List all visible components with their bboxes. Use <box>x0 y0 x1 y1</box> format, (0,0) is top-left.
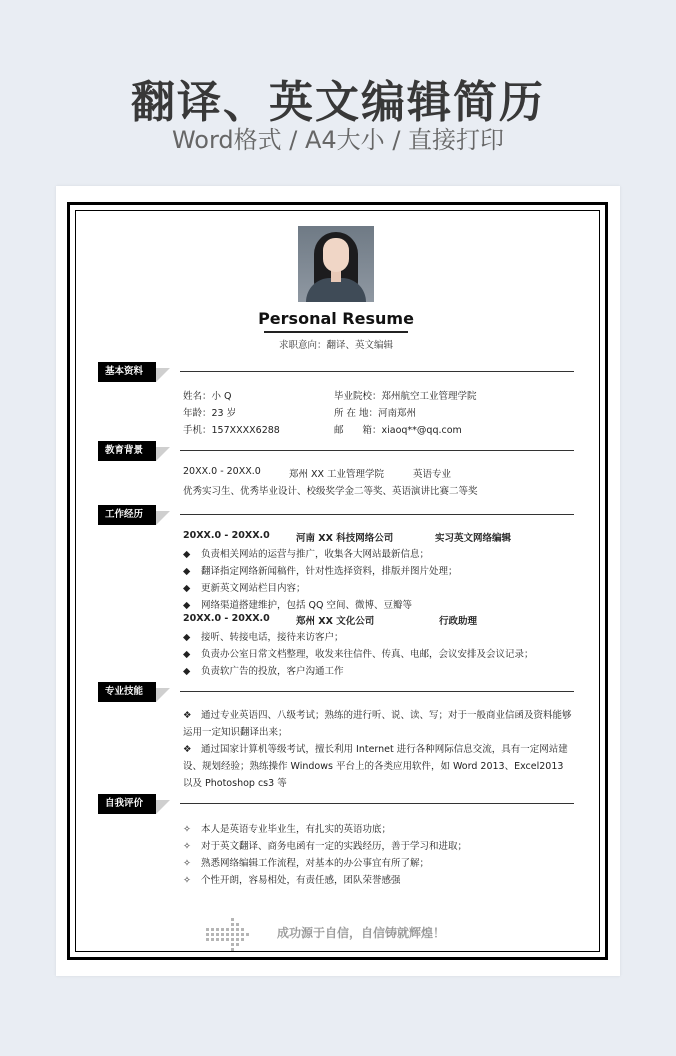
basic-age: 年龄：23 岁 <box>183 408 237 419</box>
section-tag-education: 教育背景 <box>98 441 156 461</box>
self-item: ✧ 对于英文翻译、商务电函有一定的实践经历，善于学习和进取； <box>183 841 468 852</box>
self-item: ✧ 熟悉网络编辑工作流程，对基本的办公事宜有所了解； <box>183 858 430 869</box>
dotted-arrow-icon <box>206 917 250 951</box>
work-2-item: ◆ 接听、转接电话，接待来访客户； <box>183 632 344 643</box>
basic-name: 姓名：小 Q <box>183 391 232 402</box>
self-item: ✧ 本人是英语专业毕业生，有扎实的英语功底； <box>183 824 392 835</box>
title-underline <box>264 331 408 333</box>
skill-item: ❖ 通过专业英语四、八级考试；熟练的进行听、说、读、写；对于一般商业信函及资料能够运用一定知识翻译出来； <box>183 710 572 738</box>
section-line-skills <box>180 691 574 692</box>
resume-title: Personal Resume <box>258 309 414 328</box>
skill-item: ❖ 通过国家计算机等级考试，擅长利用 Internet 进行各种网际信息交流，具有一定网站建设、规划经验；熟练操作 Windows 平台上的各类应用软件，如 Word 2013、Excel2013 以及 Photoshop cs3 等 <box>183 744 568 789</box>
banner-subtitle: Word格式 / A4大小 / 直接打印 <box>171 126 505 154</box>
work-2-item: ◆ 负责办公室日常文档整理，收发来往信件、传真、电邮，会议安排及会议记录； <box>183 649 534 660</box>
edu-major: 英语专业 <box>413 469 452 480</box>
section-tag-work: 工作经历 <box>98 505 156 525</box>
section-tag-skills: 专业技能 <box>98 682 156 702</box>
work-2-period: 20XX.0 - 20XX.0 <box>183 613 270 624</box>
work-1-item: ◆ 更新英文网站栏目内容； <box>183 583 306 594</box>
work-1-company: 河南 XX 科技网络公司 <box>296 533 394 544</box>
work-1-item: ◆ 翻译指定网络新闻稿件，针对性选择资料，排版并图片处理； <box>183 566 458 577</box>
section-line-education <box>180 450 574 451</box>
banner-title: 翻译、英文编辑简历 <box>131 77 545 128</box>
basic-location: 所 在 地：河南郑州 <box>334 408 417 419</box>
work-2-item: ◆ 负责软广告的投放，客户沟通工作 <box>183 666 344 677</box>
edu-period: 20XX.0 - 20XX.0 <box>183 466 261 477</box>
profile-photo <box>298 226 374 302</box>
basic-school: 毕业院校：郑州航空工业管理学院 <box>334 391 477 402</box>
resume-page <box>56 186 620 976</box>
work-1-item: ◆ 负责相关网站的运营与推广，收集各大网站最新信息； <box>183 549 430 560</box>
section-tag-basic: 基本资料 <box>98 362 156 382</box>
work-2-company: 郑州 XX 文化公司 <box>296 616 375 627</box>
edu-honors: 优秀实习生、优秀毕业设计、校级奖学金二等奖、英语演讲比赛二等奖 <box>183 486 478 497</box>
section-tag-self: 自我评价 <box>98 794 156 814</box>
section-line-work <box>180 514 574 515</box>
footer-slogan: 成功源于自信，自信铸就辉煌！ <box>277 926 446 940</box>
work-1-period: 20XX.0 - 20XX.0 <box>183 530 270 541</box>
work-1-item: ◆ 网络渠道搭建维护，包括 QQ 空间、微博、豆瓣等 <box>183 600 412 611</box>
edu-school: 郑州 XX 工业管理学院 <box>289 469 385 480</box>
basic-phone: 手机：157XXXX6288 <box>183 425 280 436</box>
section-line-self <box>180 803 574 804</box>
basic-email: 邮 箱：xiaoq**@qq.com <box>334 425 462 436</box>
work-2-role: 行政助理 <box>439 616 478 627</box>
section-line-basic <box>180 371 574 372</box>
self-item: ✧ 个性开朗，容易相处，有责任感，团队荣誉感强 <box>183 875 401 886</box>
job-intent: 求职意向：翻译、英文编辑 <box>278 340 393 351</box>
work-1-role: 实习英文网络编辑 <box>435 533 512 544</box>
